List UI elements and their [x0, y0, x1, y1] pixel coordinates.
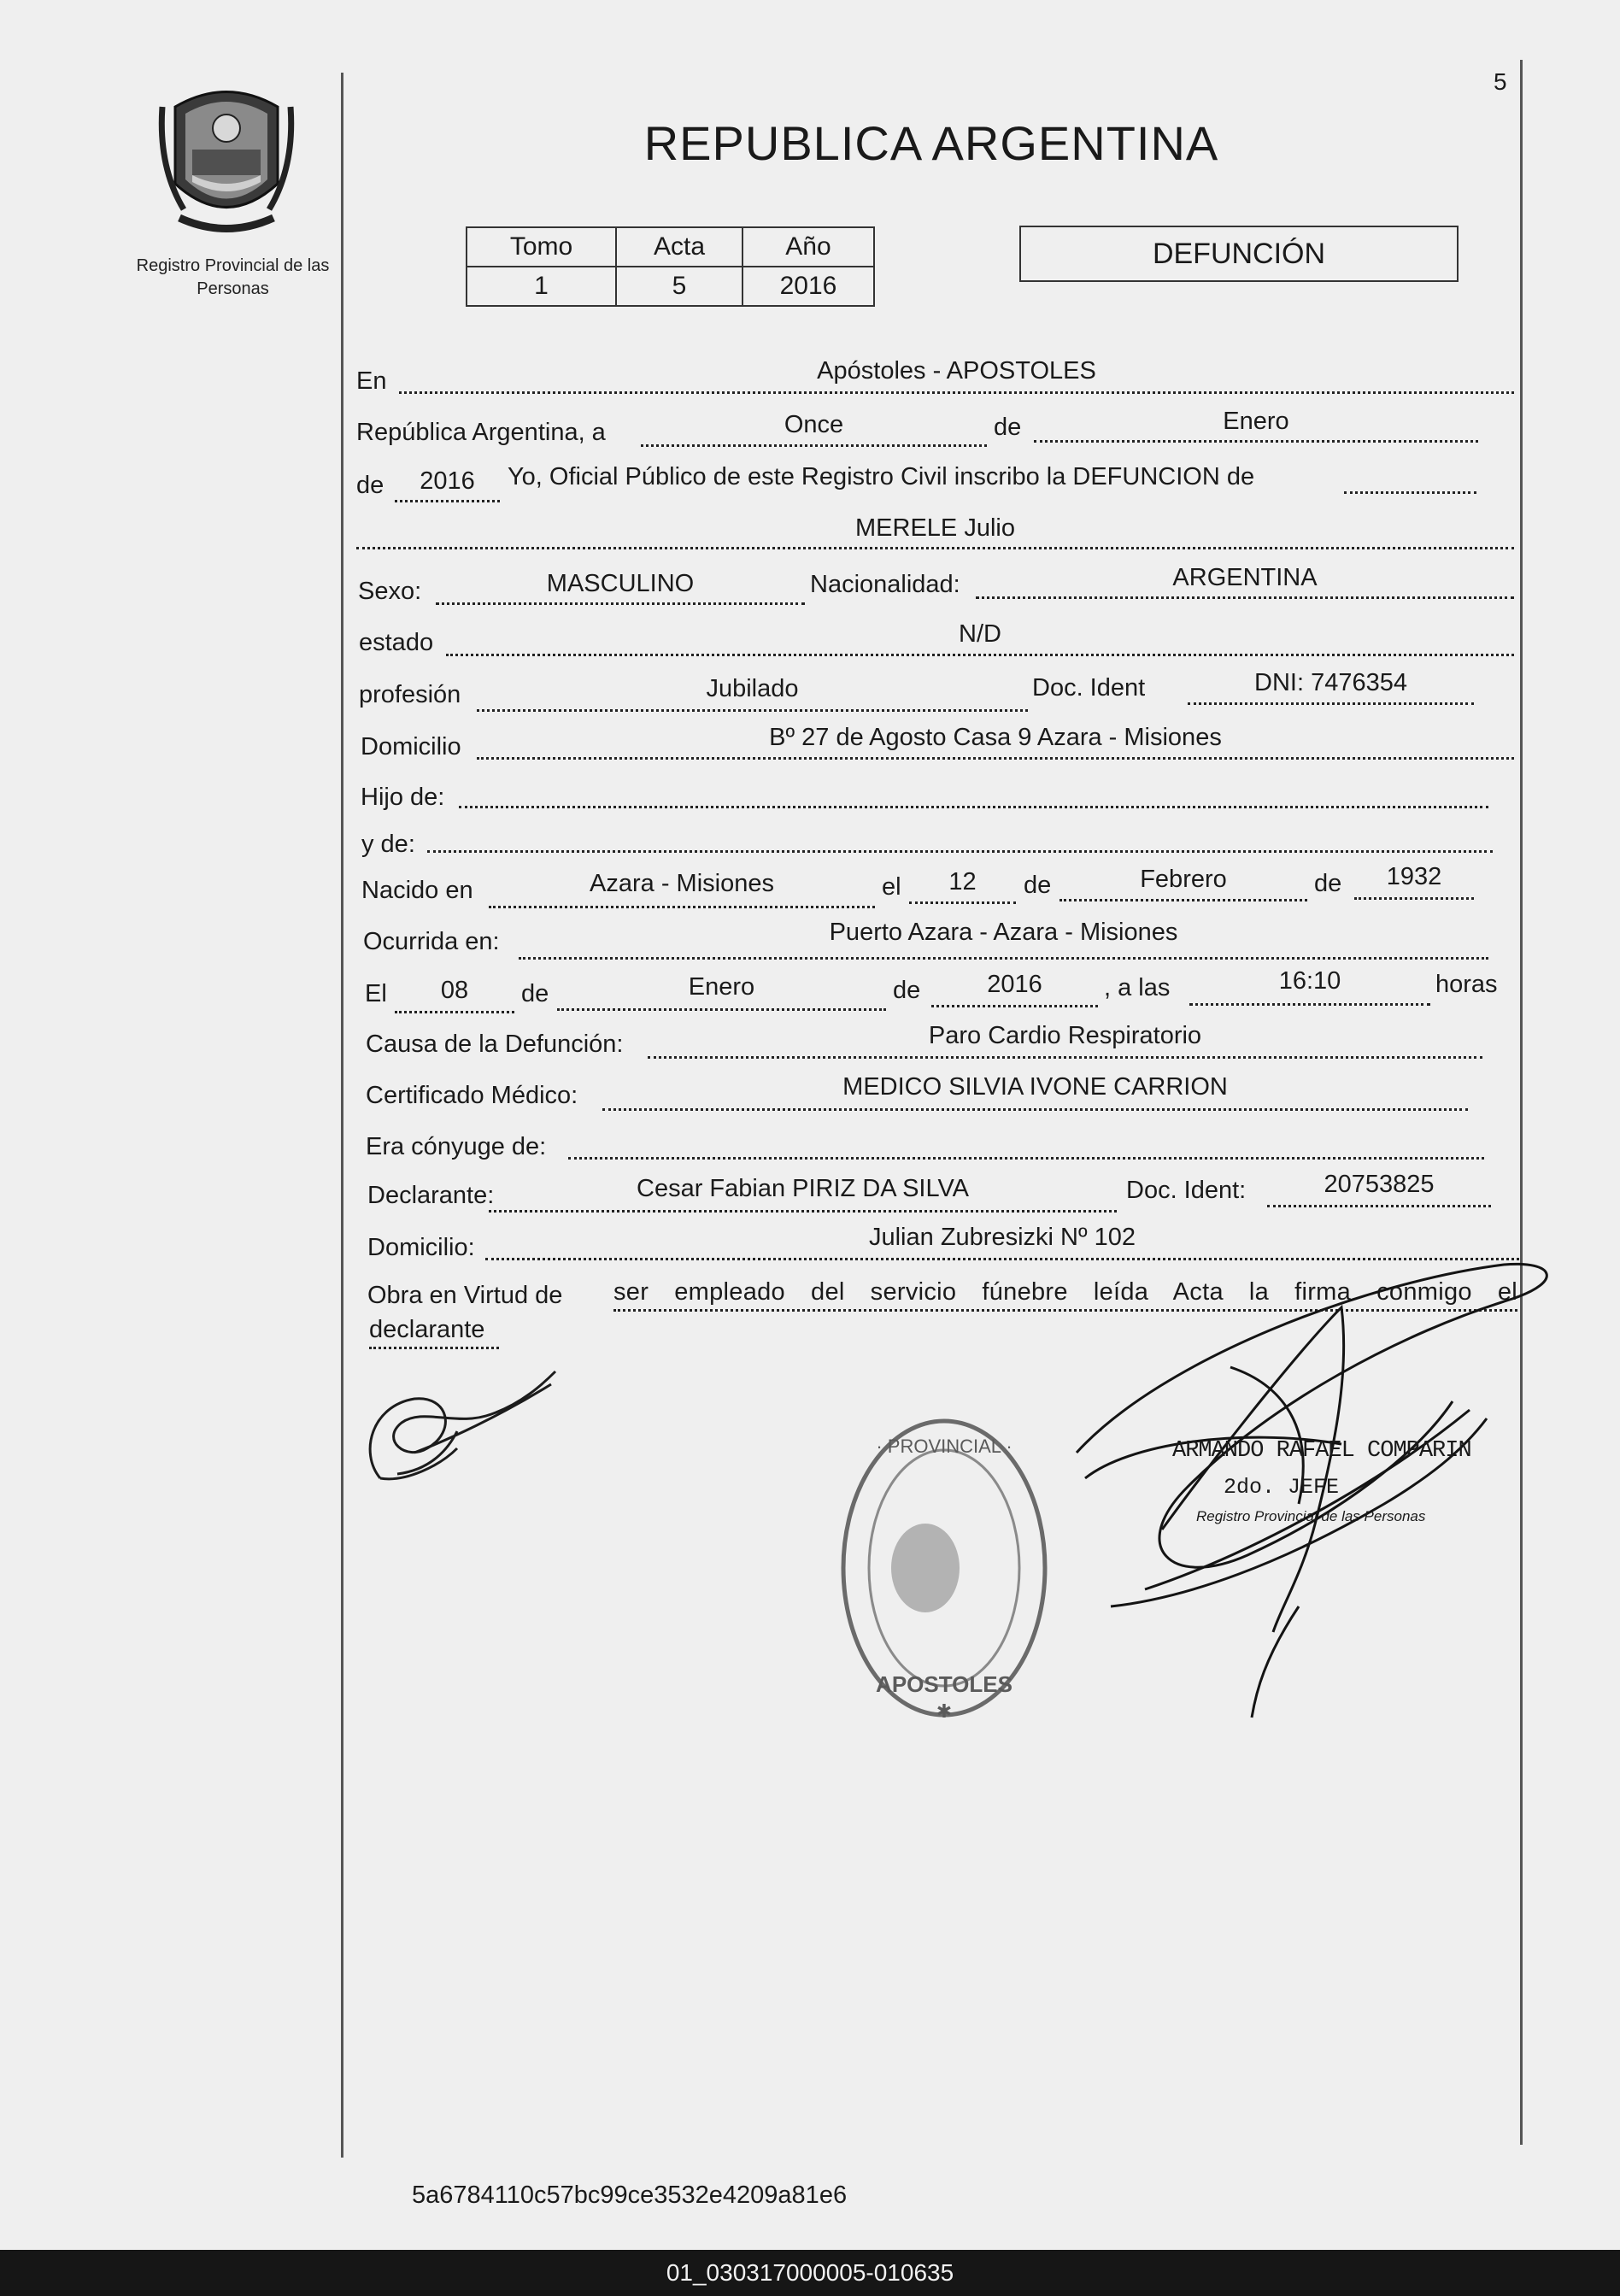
- label-domicilio: Domicilio: [361, 733, 461, 760]
- dotted-line: [1267, 1205, 1491, 1207]
- document-type-box: DEFUNCIÓN: [1019, 226, 1459, 282]
- value-ocurrida-en: Puerto Azara - Azara - Misiones: [829, 919, 1178, 946]
- label-doc-ident: Doc. Ident: [1032, 674, 1146, 702]
- label-obra: Obra en Virtud de: [367, 1282, 563, 1309]
- dotted-line: [399, 391, 1514, 394]
- label-y-de: y de:: [361, 831, 415, 858]
- official-round-seal: [833, 1410, 1055, 1726]
- label-de: de: [1314, 870, 1342, 897]
- label-hijo-de: Hijo de:: [361, 784, 445, 811]
- dotted-line: [369, 1347, 499, 1349]
- svg-text:APOSTOLES: APOSTOLES: [876, 1671, 1012, 1697]
- label-sexo: Sexo:: [358, 578, 422, 605]
- tomo-acta-anio-table: [466, 226, 875, 307]
- label-en: En: [356, 367, 387, 395]
- value-estado: N/D: [959, 620, 1001, 648]
- label-estado: estado: [359, 629, 434, 656]
- value-profesion: Jubilado: [706, 675, 799, 702]
- dotted-line: [931, 1005, 1098, 1007]
- acta-header: Acta: [616, 227, 742, 267]
- anio-header: Año: [742, 227, 874, 267]
- label-causa: Causa de la Defunción:: [366, 1031, 624, 1058]
- value-def-hora: 16:10: [1278, 967, 1341, 995]
- dotted-line: [395, 1011, 514, 1013]
- dotted-line: [1034, 440, 1478, 443]
- dotted-line: [602, 1108, 1468, 1111]
- label-conyuge: Era cónyuge de:: [366, 1133, 547, 1160]
- value-nac-anio: 1932: [1386, 863, 1442, 890]
- dotted-line: [976, 596, 1514, 599]
- value-dia: Once: [784, 411, 844, 438]
- label-profesion: profesión: [359, 681, 461, 708]
- stamp-office: Registro Provincial de las Personas: [1196, 1508, 1426, 1524]
- dotted-line: [1188, 702, 1474, 705]
- dotted-line: [489, 1210, 1117, 1213]
- svg-text:· PROVINCIAL ·: · PROVINCIAL ·: [876, 1436, 1012, 1457]
- tomo-value: 1: [467, 267, 616, 306]
- label-declarante: Declarante:: [367, 1182, 495, 1209]
- label-certificado: Certificado Médico:: [366, 1082, 578, 1109]
- svg-text:✱: ✱: [936, 1700, 953, 1722]
- barcode-footer: 01_030317000005-010635: [0, 2250, 1620, 2296]
- dotted-line: [1354, 897, 1474, 900]
- value-sexo: MASCULINO: [546, 570, 695, 597]
- value-nombre: MERELE Julio: [855, 514, 1015, 542]
- value-lugar: Apóstoles - APOSTOLES: [817, 357, 1096, 385]
- value-def-dia: 08: [440, 977, 469, 1004]
- dotted-line: [477, 757, 1514, 760]
- label-a-las: , a las: [1104, 974, 1171, 1001]
- value-domicilio: Bº 27 de Agosto Casa 9 Azara - Misiones: [769, 724, 1222, 751]
- dotted-line: [459, 806, 1488, 808]
- anio-value: 2016: [742, 267, 874, 306]
- label-el: El: [365, 980, 387, 1007]
- value-def-anio: 2016: [987, 971, 1042, 998]
- dotted-line: [641, 444, 987, 447]
- label-de: de: [521, 980, 549, 1007]
- value-mes: Enero: [1223, 408, 1289, 435]
- value-certificado: MEDICO SILVIA IVONE CARRION: [842, 1073, 1228, 1101]
- provincia-de-misiones-emblem: [158, 81, 295, 239]
- dotted-line: [427, 850, 1493, 853]
- value-declarante-domicilio: Julian Zubresizki Nº 102: [868, 1224, 1136, 1251]
- document-hash: 5a6784110c57bc99ce3532e4209a81e6: [412, 2181, 848, 2209]
- dotted-line: [395, 500, 500, 502]
- acta-value: 5: [616, 267, 742, 306]
- stamp-role: 2do. JEFE: [1224, 1475, 1340, 1500]
- label-el: el: [882, 873, 901, 901]
- value-obra-line1: ser empleado del servicio fúnebre leída Acta la firma conmigo el: [613, 1278, 1517, 1306]
- label-de: de: [893, 977, 921, 1004]
- label-horas: horas: [1435, 971, 1498, 998]
- left-margin-line: [341, 73, 343, 2158]
- dotted-line: [489, 906, 875, 908]
- page-number: 5: [1494, 68, 1507, 95]
- label-nacido-en: Nacido en: [361, 877, 473, 904]
- label-domicilio-declarante: Domicilio:: [367, 1234, 475, 1261]
- dotted-line: [446, 654, 1514, 656]
- dotted-line: [568, 1157, 1484, 1160]
- label-republica: República Argentina, a: [356, 419, 606, 446]
- value-doc-ident: DNI: 7476354: [1254, 669, 1407, 696]
- value-anio: 2016: [420, 467, 475, 495]
- label-de: de: [1024, 872, 1052, 899]
- page-title: REPUBLICA ARGENTINA: [643, 116, 1219, 170]
- label-yo: Yo, Oficial Público de este Registro Civil inscribo la DEFUNCION de: [508, 463, 1255, 490]
- right-margin-line: [1520, 60, 1523, 2145]
- value-nac-mes: Febrero: [1140, 866, 1227, 893]
- value-declarante-doc: 20753825: [1324, 1171, 1435, 1198]
- dotted-line: [1059, 899, 1307, 901]
- label-nacionalidad: Nacionalidad:: [810, 571, 960, 598]
- stamp-name: ARMANDO RAFAEL COMPARIN: [1172, 1438, 1471, 1464]
- dotted-line: [909, 901, 1016, 904]
- value-nac-dia: 12: [948, 868, 977, 895]
- value-nacido-en: Azara - Misiones: [590, 870, 774, 897]
- label-doc-ident-declarante: Doc. Ident:: [1126, 1177, 1247, 1204]
- declarant-signature: [355, 1354, 577, 1495]
- logo-caption: Registro Provincial de las Personas: [136, 256, 330, 298]
- dotted-line: [648, 1056, 1482, 1059]
- value-causa: Paro Cardio Respiratorio: [928, 1022, 1202, 1049]
- dotted-line: [557, 1008, 886, 1011]
- dotted-line: [477, 709, 1028, 712]
- label-ocurrida-en: Ocurrida en:: [363, 928, 500, 955]
- value-def-mes: Enero: [688, 973, 755, 1001]
- dotted-line: [1189, 1003, 1430, 1006]
- value-declarante: Cesar Fabian PIRIZ DA SILVA: [637, 1175, 969, 1202]
- label-de: de: [994, 414, 1022, 441]
- value-nacionalidad: ARGENTINA: [1172, 564, 1318, 591]
- dotted-line: [436, 602, 805, 605]
- dotted-line: [1344, 491, 1476, 494]
- dotted-line: [356, 547, 1514, 549]
- label-de: de: [356, 472, 384, 499]
- dotted-line: [519, 957, 1488, 960]
- value-obra-line2: declarante: [369, 1316, 485, 1343]
- tomo-header: Tomo: [467, 227, 616, 267]
